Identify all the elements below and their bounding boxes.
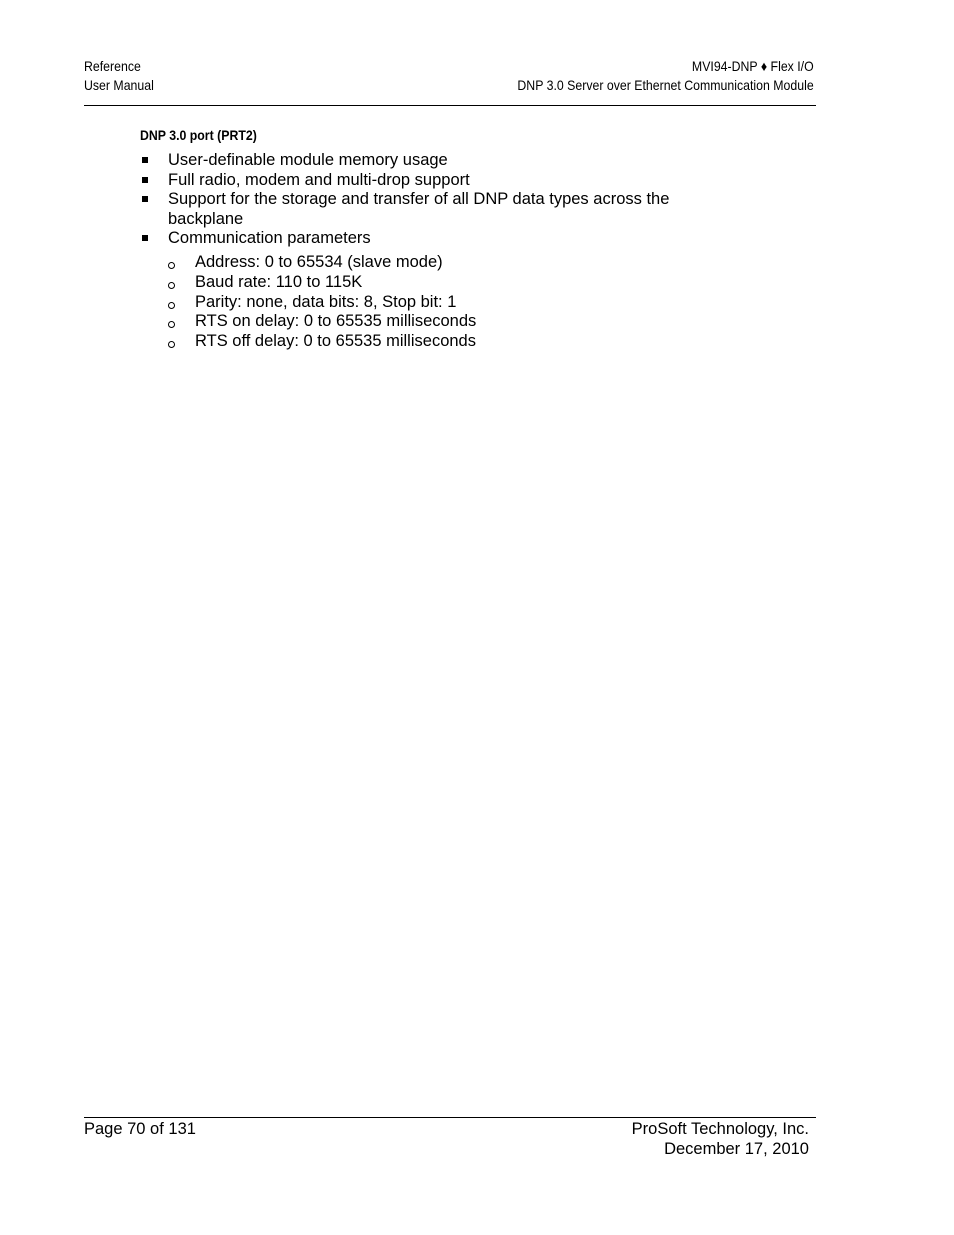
sub-list-item-text: RTS on delay: 0 to 65535 milliseconds [195,312,477,331]
circle-bullet-icon [168,341,175,348]
sub-list-item-text: Address: 0 to 65534 (slave mode) [195,253,443,271]
sub-list-item [167,312,476,332]
header-right [518,57,814,95]
circle-bullet-icon [168,282,175,289]
sub-list-item [167,273,476,293]
sub-list-item [167,253,476,273]
list-item [140,151,720,171]
square-bullet-icon [142,177,148,183]
header-product-description: DNP 3.0 Server over Ethernet Communication Module [517,77,814,93]
header-divider [84,105,816,106]
header-doc-type: User Manual [84,77,154,93]
list-item [140,171,720,191]
list-item-text: User-definable module memory usage [168,151,448,169]
list-item [140,190,720,229]
list-item-text: Full radio, modem and multi-drop support [168,170,470,189]
list-item-text: Support for the storage and transfer of all DNP data types across the backplane [168,190,670,228]
sub-list-item-text: RTS off delay: 0 to 65535 milliseconds [195,332,476,351]
feature-list [140,151,720,249]
circle-bullet-icon [168,262,175,269]
communication-parameters-list [167,253,476,352]
square-bullet-icon [142,196,148,202]
header-section-name: Reference [84,58,141,74]
company-name: ProSoft Technology, Inc. [631,1120,809,1138]
sub-list-item-text: Parity: none, data bits: 8, Stop bit: 1 [195,292,457,311]
publication-date: December 17, 2010 [664,1140,809,1158]
page-number: Page 70 of 131 [84,1120,196,1138]
sub-list-item-text: Baud rate: 110 to 115K [195,272,363,291]
circle-bullet-icon [168,302,175,309]
square-bullet-icon [142,235,148,241]
section-title: DNP 3.0 port (PRT2) [140,127,257,143]
sub-list-item [167,332,476,352]
list-item [140,229,720,249]
square-bullet-icon [142,157,148,163]
sub-list-item [167,293,476,313]
footer-divider [84,1117,816,1118]
list-item-text: Communication parameters [168,229,371,248]
footer-right [632,1119,809,1159]
header-left [84,57,154,95]
header-product-name: MVI94-DNP ♦ Flex I/O [692,58,814,74]
circle-bullet-icon [168,321,175,328]
